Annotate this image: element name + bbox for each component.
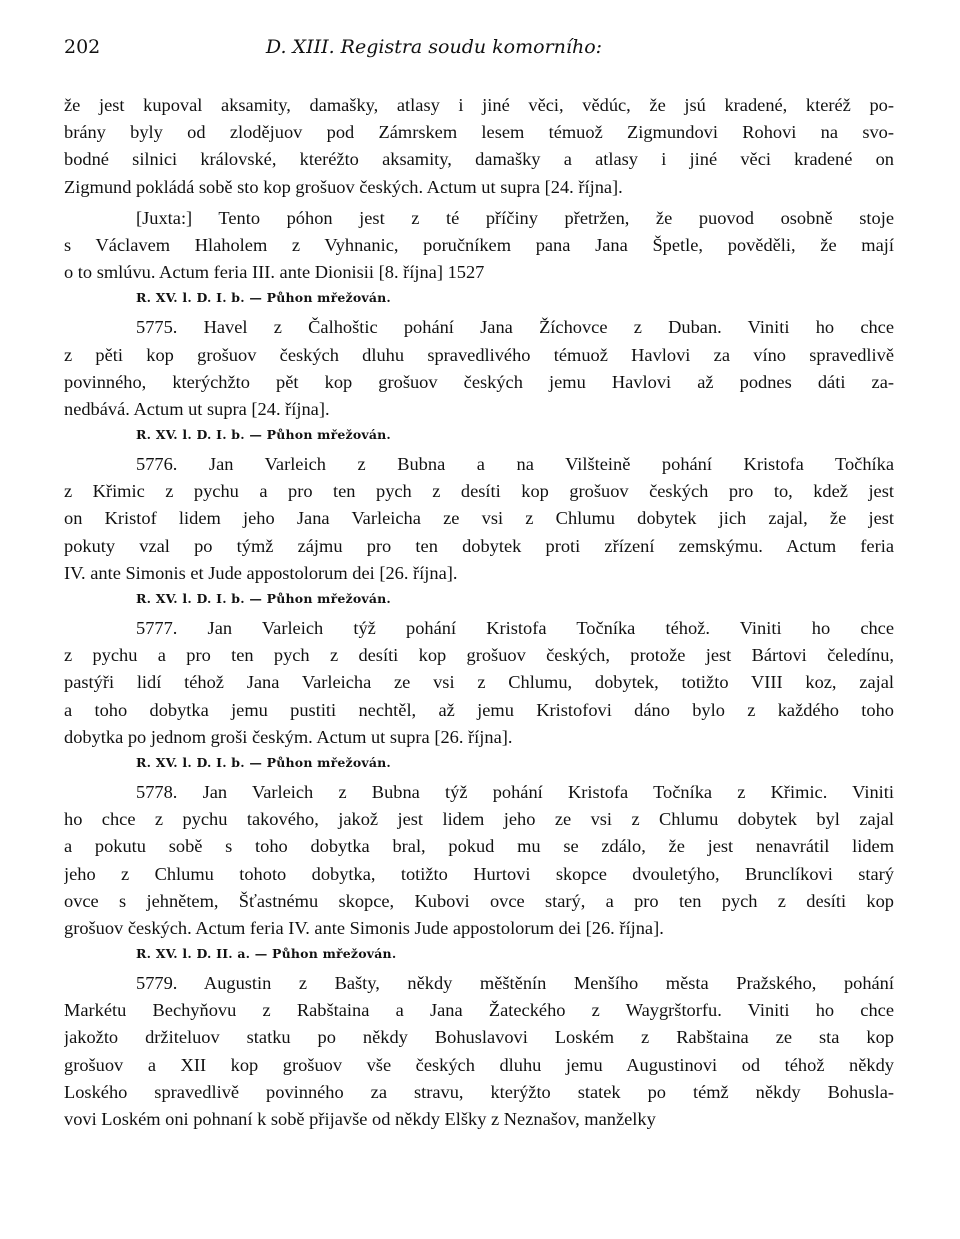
text-line: o to smlúvu. Actum feria III. ante Dionisii [8. října] 1527	[64, 262, 485, 283]
text-block	[64, 779, 894, 966]
archival-reference: R. XV. l. D. I. b. — Půhon mřežován.	[136, 427, 391, 443]
text-line: z Křimic z pychu a pro ten pych z desíti kop grošuov českých pro to, kdež jest	[64, 481, 894, 502]
text-line: brány byly od zlodějuov pod Zámrskem lesem témuož Zigmundovi Rohovi na svo-	[64, 122, 894, 143]
text-line: že jest kupoval aksamity, damašky, atlasy i jiné věci, vědúc, že jsú kradené, kteréž po-	[64, 95, 894, 115]
text-line: s Václavem Hlaholem z Vyhnanic, poručníkem pana Jana Špetle, pověděli, že mají	[64, 234, 894, 255]
text-line: z pěti kop grošuov českých dluhu spravedlivého témuož Havlovi za víno spravedlivě	[64, 344, 894, 365]
archival-reference: R. XV. l. D. I. b. — Půhon mřežován.	[136, 290, 391, 306]
text-line: grošuov českých. Actum feria IV. ante Simonis Jude appostolorum dei [26. října].	[64, 917, 664, 938]
page-number: 202	[64, 36, 101, 58]
text-line: Zigmund pokládá sobě sto kop grošuov českých. Actum ut supra [24. října].	[64, 176, 623, 197]
text-line: pastýři lidí téhož Jana Varleicha ze vsi z Chlumu, dobytek, totižto VIII koz, zajal	[64, 672, 894, 693]
text-line: 5778. Jan Varleich z Bubna týž pohání Kristofa Točníka z Křimic. Viniti	[136, 781, 894, 802]
archival-reference: R. XV. l. D. I. b. — Půhon mřežován.	[136, 591, 391, 606]
text-line: z pychu a pro ten pych z desíti kop grošuov českých, protože jest Bártovi čeledínu,	[64, 645, 894, 666]
running-header	[64, 36, 894, 70]
text-line: dobytka po jednom groši českým. Actum ut supra [26. října].	[64, 726, 513, 747]
text-line: a toho dobytka jemu pustiti nechtěl, až jemu Kristofovi dáno bylo z každého toho	[64, 699, 894, 720]
text-line: [Juxta:] Tento póhon jest z té příčiny přetržen, že puovod osobně stoje	[136, 207, 894, 228]
text-line: on Kristof lidem jeho Jana Varleicha ze vsi z Chlumu dobytek jich zajal, že jest	[64, 508, 894, 529]
text-line: Loského spravedlivě povinného za stravu, kterýžto statek po témž někdy Bohusla-	[64, 1081, 894, 1102]
text-line: 5777. Jan Varleich týž pohání Kristofa Točníka téhož. Viniti ho chce	[136, 618, 894, 638]
text-line: nedbává. Actum ut supra [24. října].	[64, 398, 330, 419]
text-block	[64, 615, 894, 775]
text-line: pokuty vzal po týmž zájmu pro ten dobytek proti zřízení zemskýmu. Actum feria	[64, 535, 894, 556]
text-line: vovi Loském oni pohnaní k sobě přijavše od někdy Elšky z Neznašov, manželky	[64, 1109, 656, 1129]
text-line: jeho z Chlumu tohoto dobytka, totižto Hurtovi skopce dvouletýho, Brunclíkovi starý	[64, 863, 894, 884]
document-page	[64, 36, 894, 1133]
archival-reference: R. XV. l. D. I. b. — Půhon mřežován.	[136, 754, 391, 770]
text-line: povinného, kterýchžto pět kop grošuov českých jemu Havlovi až podnes dáti za-	[64, 371, 894, 392]
document-body	[64, 92, 894, 1133]
text-line: ovce s jehnětem, Šťastnému skopce, Kubovi ovce starý, a pro ten pych z desíti kop	[64, 890, 894, 911]
text-line: 5779. Augustin z Bašty, někdy měštěnín Menšího města Pražského, pohání	[136, 973, 894, 994]
text-block	[64, 314, 894, 447]
text-line: 5776. Jan Varleich z Bubna a na Vilšteině pohání Kristofa Točhíka	[136, 454, 894, 475]
text-line: Markétu Bechyňovu z Rabštaina a Jana Žateckého z Waygrštorfu. Viniti ho chce	[64, 1000, 894, 1021]
text-block	[64, 970, 894, 1133]
text-block	[64, 451, 894, 611]
text-block	[64, 205, 894, 311]
text-line: 5775. Havel z Čalhoštic pohání Jana Žíchovce z Duban. Viniti ho chce	[136, 317, 894, 338]
text-line: ho chce z pychu takového, jakož jest lidem jeho ze vsi z Chlumu dobytek byl zajal	[64, 809, 894, 830]
running-title: D. XIII. Registra soudu komorního:	[265, 36, 603, 58]
text-line: grošuov a XII kop grošuov vše českých dluhu jemu Augustinovi od téhož někdy	[64, 1054, 894, 1075]
text-line: a pokutu sobě s toho dobytka bral, pokud mu se zdálo, že jest nenavrátil lidem	[64, 836, 894, 857]
text-line: jakožto držiteluov statku po někdy Bohuslavovi Loském z Rabštaina ze sta kop	[64, 1027, 894, 1048]
text-line: IV. ante Simonis et Jude appostolorum dei [26. října].	[64, 562, 458, 583]
archival-reference: R. XV. l. D. II. a. — Půhon mřežován.	[136, 946, 397, 962]
text-block	[64, 92, 894, 201]
text-line: bodné silnici královské, kteréžto aksamity, damašky a atlasy i jiné věci kradené on	[64, 149, 894, 170]
